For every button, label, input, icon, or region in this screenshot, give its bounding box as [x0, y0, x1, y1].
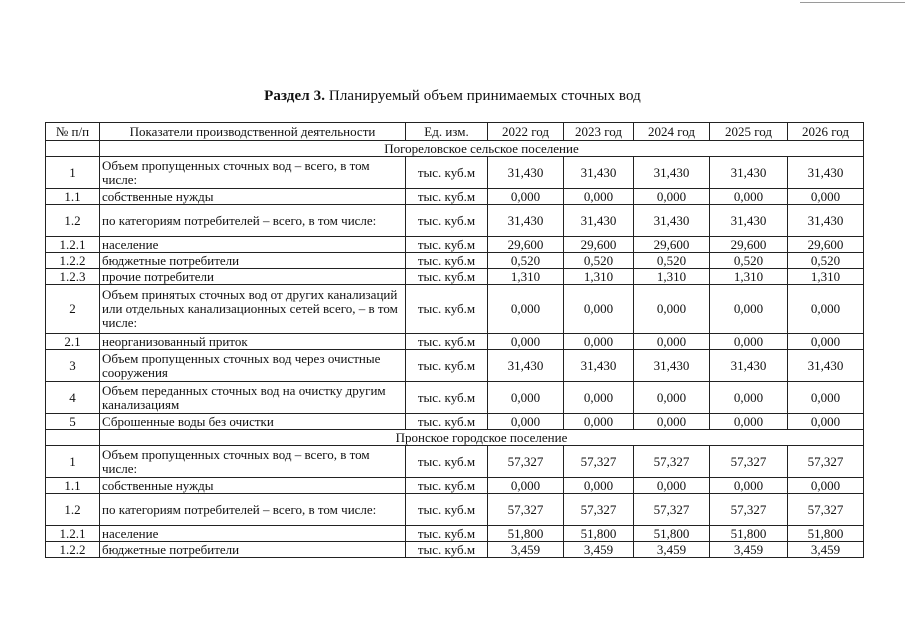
value-2026: 1,310: [788, 269, 864, 285]
value-2024: 29,600: [634, 237, 710, 253]
value-2022: 31,430: [488, 205, 564, 237]
value-2026: 0,000: [788, 189, 864, 205]
table-row: [46, 542, 864, 558]
unit-cell: тыс. куб.м: [406, 253, 488, 269]
indicator-label: Объем пропущенных сточных вод – всего, в том числе:: [100, 157, 406, 189]
value-2025: 0,000: [710, 478, 788, 494]
table-row: [46, 237, 864, 253]
row-number: 1.2: [46, 205, 100, 237]
value-2025: 51,800: [710, 526, 788, 542]
value-2025: 31,430: [710, 205, 788, 237]
indicator-label: население: [100, 526, 406, 542]
value-2026: 0,520: [788, 253, 864, 269]
row-number: 1: [46, 157, 100, 189]
col-header-2023: 2023 год: [564, 123, 634, 141]
value-2026: 0,000: [788, 334, 864, 350]
row-number: 2: [46, 285, 100, 334]
value-2025: 0,000: [710, 334, 788, 350]
value-2022: 57,327: [488, 494, 564, 526]
table-row: [46, 478, 864, 494]
table-row: [46, 350, 864, 382]
value-2022: 1,310: [488, 269, 564, 285]
table-row: [46, 205, 864, 237]
title-section-number: Раздел 3.: [264, 88, 326, 104]
table-row: [46, 157, 864, 189]
value-2025: 3,459: [710, 542, 788, 558]
col-header-indicator: Показатели производственной деятельности: [100, 123, 406, 141]
unit-cell: тыс. куб.м: [406, 542, 488, 558]
wastewater-volume-table: [45, 122, 864, 558]
table-row: [46, 446, 864, 478]
indicator-label: население: [100, 237, 406, 253]
indicator-label: Объем пропущенных сточных вод – всего, в том числе:: [100, 446, 406, 478]
value-2026: 31,430: [788, 205, 864, 237]
value-2024: 3,459: [634, 542, 710, 558]
value-2023: 31,430: [564, 350, 634, 382]
value-2024: 0,000: [634, 478, 710, 494]
value-2022: 0,000: [488, 189, 564, 205]
col-header-2022: 2022 год: [488, 123, 564, 141]
unit-cell: тыс. куб.м: [406, 526, 488, 542]
value-2023: 0,000: [564, 189, 634, 205]
value-2026: 57,327: [788, 494, 864, 526]
section-name: Пронское городское поселение: [100, 430, 864, 446]
row-number: 1.2.2: [46, 542, 100, 558]
value-2026: 0,000: [788, 285, 864, 334]
value-2023: 31,430: [564, 157, 634, 189]
indicator-label: Объем пропущенных сточных вод через очистные сооружения: [100, 350, 406, 382]
unit-cell: тыс. куб.м: [406, 478, 488, 494]
value-2026: 31,430: [788, 157, 864, 189]
section-name: Погореловское сельское поселение: [100, 141, 864, 157]
table-row: [46, 189, 864, 205]
row-number: 4: [46, 382, 100, 414]
row-number: 1.2.2: [46, 253, 100, 269]
value-2024: 51,800: [634, 526, 710, 542]
value-2022: 0,000: [488, 382, 564, 414]
value-2023: 51,800: [564, 526, 634, 542]
indicator-label: собственные нужды: [100, 478, 406, 494]
table-row: [46, 382, 864, 414]
value-2022: 0,000: [488, 285, 564, 334]
row-number: 1.2.3: [46, 269, 100, 285]
value-2023: 0,000: [564, 414, 634, 430]
indicator-label: Сброшенные воды без очистки: [100, 414, 406, 430]
value-2026: 51,800: [788, 526, 864, 542]
indicator-label: по категориям потребителей – всего, в том числе:: [100, 205, 406, 237]
section-header-row: [46, 141, 864, 157]
unit-cell: тыс. куб.м: [406, 334, 488, 350]
value-2023: 3,459: [564, 542, 634, 558]
table-row: [46, 526, 864, 542]
indicator-label: по категориям потребителей – всего, в том числе:: [100, 494, 406, 526]
indicator-label: бюджетные потребители: [100, 542, 406, 558]
table-row: [46, 285, 864, 334]
unit-cell: тыс. куб.м: [406, 237, 488, 253]
value-2023: 0,000: [564, 334, 634, 350]
table-row: [46, 494, 864, 526]
value-2024: 0,520: [634, 253, 710, 269]
table-row: [46, 414, 864, 430]
value-2025: 31,430: [710, 350, 788, 382]
value-2024: 0,000: [634, 189, 710, 205]
value-2026: 57,327: [788, 446, 864, 478]
value-2023: 0,520: [564, 253, 634, 269]
unit-cell: тыс. куб.м: [406, 350, 488, 382]
value-2022: 0,000: [488, 414, 564, 430]
value-2025: 1,310: [710, 269, 788, 285]
value-2026: 0,000: [788, 478, 864, 494]
value-2025: 57,327: [710, 494, 788, 526]
value-2023: 0,000: [564, 382, 634, 414]
indicator-label: бюджетные потребители: [100, 253, 406, 269]
value-2023: 0,000: [564, 285, 634, 334]
table-body: [46, 141, 864, 558]
value-2024: 0,000: [634, 285, 710, 334]
row-number: 1: [46, 446, 100, 478]
value-2024: 31,430: [634, 157, 710, 189]
value-2024: 31,430: [634, 350, 710, 382]
value-2024: 57,327: [634, 446, 710, 478]
col-header-2026: 2026 год: [788, 123, 864, 141]
value-2024: 0,000: [634, 334, 710, 350]
value-2025: 0,000: [710, 382, 788, 414]
value-2022: 0,000: [488, 334, 564, 350]
row-number: 1.2: [46, 494, 100, 526]
unit-cell: тыс. куб.м: [406, 157, 488, 189]
value-2023: 57,327: [564, 494, 634, 526]
value-2023: 0,000: [564, 478, 634, 494]
value-2025: 0,000: [710, 414, 788, 430]
indicator-label: собственные нужды: [100, 189, 406, 205]
unit-cell: тыс. куб.м: [406, 494, 488, 526]
value-2025: 29,600: [710, 237, 788, 253]
col-header-2024: 2024 год: [634, 123, 710, 141]
unit-cell: тыс. куб.м: [406, 382, 488, 414]
value-2024: 0,000: [634, 382, 710, 414]
unit-cell: тыс. куб.м: [406, 446, 488, 478]
indicator-label: неорганизованный приток: [100, 334, 406, 350]
value-2023: 31,430: [564, 205, 634, 237]
value-2022: 31,430: [488, 350, 564, 382]
value-2022: 3,459: [488, 542, 564, 558]
col-header-unit: Ед. изм.: [406, 123, 488, 141]
indicator-label: Объем принятых сточных вод от других канализаций или отдельных канализационных сетей всего, – в том числе:: [100, 285, 406, 334]
value-2022: 29,600: [488, 237, 564, 253]
section-header-row: [46, 430, 864, 446]
unit-cell: тыс. куб.м: [406, 285, 488, 334]
value-2026: 0,000: [788, 382, 864, 414]
row-number: 3: [46, 350, 100, 382]
table-row: [46, 253, 864, 269]
row-number: 1.2.1: [46, 237, 100, 253]
indicator-label: Объем переданных сточных вод на очистку другим канализациям: [100, 382, 406, 414]
table-row: [46, 334, 864, 350]
value-2023: 57,327: [564, 446, 634, 478]
value-2022: 57,327: [488, 446, 564, 478]
value-2024: 0,000: [634, 414, 710, 430]
header-row: [46, 123, 864, 141]
row-number: 2.1: [46, 334, 100, 350]
value-2022: 31,430: [488, 157, 564, 189]
row-number: 1.1: [46, 478, 100, 494]
value-2022: 0,000: [488, 478, 564, 494]
value-2025: 31,430: [710, 157, 788, 189]
value-2026: 31,430: [788, 350, 864, 382]
value-2026: 0,000: [788, 414, 864, 430]
value-2024: 57,327: [634, 494, 710, 526]
row-number: 1.1: [46, 189, 100, 205]
page-edge-line: [800, 2, 905, 3]
value-2025: 0,000: [710, 189, 788, 205]
section-blank-cell: [46, 430, 100, 446]
value-2026: 29,600: [788, 237, 864, 253]
col-header-number: № п/п: [46, 123, 100, 141]
page-title: [0, 88, 905, 105]
unit-cell: тыс. куб.м: [406, 189, 488, 205]
row-number: 5: [46, 414, 100, 430]
table-row: [46, 269, 864, 285]
col-header-2025: 2025 год: [710, 123, 788, 141]
value-2022: 51,800: [488, 526, 564, 542]
value-2024: 1,310: [634, 269, 710, 285]
unit-cell: тыс. куб.м: [406, 269, 488, 285]
value-2024: 31,430: [634, 205, 710, 237]
value-2026: 3,459: [788, 542, 864, 558]
row-number: 1.2.1: [46, 526, 100, 542]
value-2022: 0,520: [488, 253, 564, 269]
unit-cell: тыс. куб.м: [406, 205, 488, 237]
indicator-label: прочие потребители: [100, 269, 406, 285]
unit-cell: тыс. куб.м: [406, 414, 488, 430]
value-2023: 1,310: [564, 269, 634, 285]
title-text: Планируемый объем принимаемых сточных вод: [325, 88, 641, 104]
section-blank-cell: [46, 141, 100, 157]
value-2025: 57,327: [710, 446, 788, 478]
value-2025: 0,000: [710, 285, 788, 334]
value-2023: 29,600: [564, 237, 634, 253]
value-2025: 0,520: [710, 253, 788, 269]
